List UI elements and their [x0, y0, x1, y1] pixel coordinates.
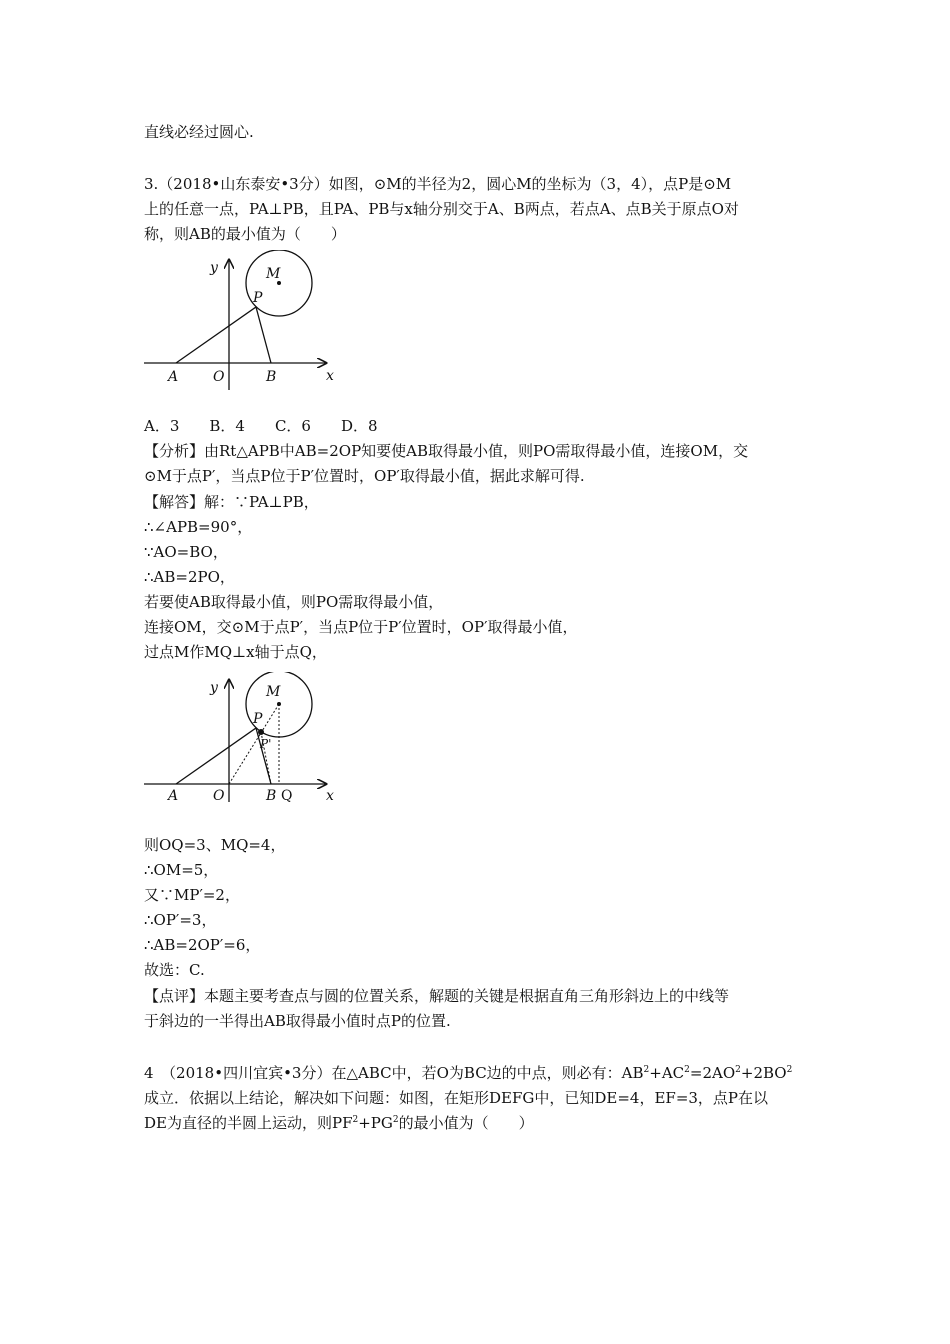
question-3-line-2: 上的任意一点，PA⊥PB，且PA、PB与x轴分别交于A、B两点，若点A、点B关于原点O对	[144, 200, 739, 218]
superscript: 2	[786, 1065, 793, 1075]
label-b: B	[266, 788, 277, 804]
superscript: 2	[392, 1115, 399, 1125]
label-x: x	[326, 788, 334, 804]
label-m: M	[266, 266, 281, 282]
label-o: O	[213, 369, 225, 385]
point-p-prime	[258, 729, 264, 735]
label-q: Q	[281, 788, 293, 804]
q4-text-d: +2BO	[740, 1064, 787, 1082]
q4-line3-c: 的最小值为（ ）	[398, 1114, 534, 1132]
answer-options: A．3 B．4 C．6 D．8	[144, 417, 378, 435]
solution-line-9: ∴OM=5，	[144, 861, 219, 879]
q4-text-b: +AC	[649, 1064, 685, 1082]
label-a: A	[168, 369, 179, 385]
solution-line-5: 若要使AB取得最小值，则PO需取得最小值，	[144, 593, 444, 611]
superscript: 2	[643, 1065, 650, 1075]
solution-line-6: 连接OM，交⊙M于点P′，当点P位于P′位置时，OP′取得最小值，	[144, 618, 578, 636]
solution-line-10: 又∵MP′=2，	[144, 886, 240, 904]
q4-line3-a: DE为直径的半圆上运动，则PF	[144, 1114, 353, 1132]
label-m: M	[266, 684, 281, 700]
label-a: A	[168, 788, 179, 804]
solution-line-8: 则OQ=3、MQ=4，	[144, 836, 286, 854]
superscript: 2	[684, 1065, 690, 1075]
q4-text-a: 4 （2018•四川宜宾•3分）在△ABC中，若O为BC边的中点，则必有：AB	[144, 1064, 644, 1082]
figure-circle-coordinate-2	[140, 672, 350, 807]
label-p: P	[253, 290, 263, 306]
comment-line-2: 于斜边的一半得出AB取得最小值时点P的位置.	[144, 1012, 451, 1030]
segment-pb	[256, 307, 271, 363]
q4-text-c: =2AO	[689, 1064, 736, 1082]
solution-line-4: ∴AB=2PO，	[144, 568, 235, 586]
superscript: 2	[735, 1065, 741, 1075]
label-p: P	[253, 711, 263, 727]
label-p-prime: P'	[260, 737, 272, 751]
solution-line-2: ∴∠APB=90°，	[144, 518, 253, 536]
solution-line-7: 过点M作MQ⊥x轴于点Q，	[144, 643, 327, 661]
segment-pa	[176, 728, 256, 784]
segment-pa	[176, 307, 256, 363]
label-o: O	[213, 788, 225, 804]
label-x: x	[326, 368, 334, 384]
solution-line-11: ∴OP′=3，	[144, 911, 217, 929]
analysis-line-1: 【分析】由Rt△APB中AB=2OP知要使AB取得最小值，则PO需取得最小值，连接OM，交	[144, 442, 749, 460]
analysis-line-2: ⊙M于点P′，当点P位于P′位置时，OP′取得最小值，据此求解可得.	[144, 467, 585, 485]
label-y: y	[210, 680, 218, 696]
solution-line-1: 【解答】解：∵PA⊥PB，	[144, 493, 319, 511]
question-3-line-3: 称，则AB的最小值为（ ）	[144, 225, 346, 243]
solution-line-13: 故选：C.	[144, 961, 205, 979]
text-line: 直线必经过圆心.	[144, 123, 254, 141]
label-b: B	[266, 369, 277, 385]
solution-line-12: ∴AB=2OP′=6，	[144, 936, 261, 954]
label-y: y	[210, 260, 218, 276]
q4-line3-b: +PG	[358, 1114, 393, 1132]
solution-line-3: ∵AO=BO，	[144, 543, 228, 561]
question-4-line-1	[144, 1063, 792, 1083]
comment-line-1: 【点评】本题主要考查点与圆的位置关系，解题的关键是根据直角三角形斜边上的中线等	[144, 987, 730, 1005]
question-4-line-3	[144, 1113, 534, 1133]
question-4-line-2: 成立．依据以上结论，解决如下问题：如图，在矩形DEFG中，已知DE=4，EF=3，点P在以	[144, 1089, 769, 1107]
question-3-line-1: 3.（2018•山东泰安•3分）如图，⊙M的半径为2，圆心M的坐标为（3，4），点P是⊙M	[144, 175, 732, 193]
figure-circle-coordinate-1	[140, 250, 350, 400]
superscript: 2	[352, 1115, 359, 1125]
